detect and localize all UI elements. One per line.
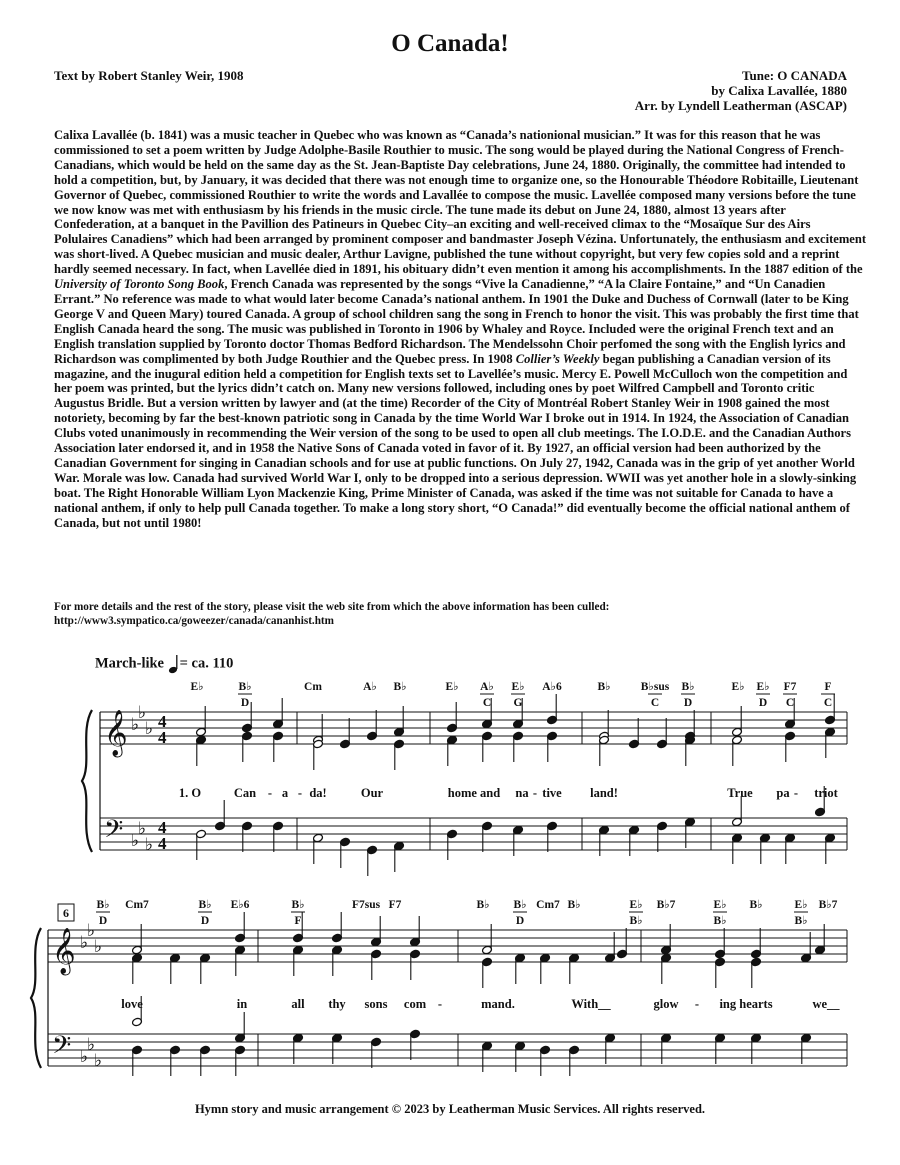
chord-bass: D [98, 915, 108, 927]
lyric-syllable: Can [233, 786, 257, 800]
note-head [482, 924, 493, 955]
note-head [540, 1045, 551, 1076]
note-head [657, 718, 668, 749]
chord-symbol [480, 681, 494, 709]
chord-top: B♭ [476, 899, 490, 911]
chord-symbol [749, 899, 762, 911]
note-head [732, 706, 743, 737]
chord-symbol [536, 899, 560, 911]
music-system-2 [0, 886, 900, 1098]
chord-top: B♭sus [640, 681, 670, 693]
chord-symbol [125, 899, 149, 911]
note-head [371, 916, 382, 947]
brace-2 [31, 928, 41, 1068]
text-credit: Text by Robert Stanley Weir, 1908 [54, 68, 244, 83]
note-head [617, 928, 628, 959]
chord-top: F7 [388, 899, 402, 911]
chord-symbol [291, 899, 305, 927]
svg-text:4: 4 [158, 834, 167, 853]
chord-symbol [597, 681, 610, 693]
story-part1: Calixa Lavallée (b. 1841) was a music teacher in Quebec who was known as “Canada’s nationional musician.” It was for this reason that he was commissioned to set a poem written by Judge Adolphe-Basile Routhier to music. The song would be played during the National Congress of French-Canadians, which would be held on the same day as the St. Jean-Baptiste Day celebrations, June 24, 1880. Originally, the committee had intended to hold a competition, but, by January, it was decided that there was not enough time to organize one, so the Honourable Théodore Robitaille, Lieutenant Governor of Quebec, commissioned Routhier to write the words and Lavallée to compose the music. Lavellée composed many versions before the tune we now know was met with enthusiasm by his friends in the music circle. The tune made its debut on June 24, 1880, almost 13 years after Confederation, at a banquet in the Pavillion des Patineurs in Quebec City–an exciting and well-received climax to the “Mosaïque Sur des Airs Polulaires Canadiens” which had been arranged by prominent composer and bandmaster Joseph Vézina. Unfortunately, the enthusiasm and excitement was short-lived. A Quebec musician and music dealer, Arthur Lavigne, published the tune without copyright, but very few copies sold and a reprint hardly seemed necessary. In fact, when Lavellée died in 1891, his obituary didn’t even mention it among his accomplishments. In the 1887 edition of the [54, 128, 867, 277]
note-head [332, 1033, 343, 1064]
note-head [293, 1033, 304, 1064]
lyric-syllable: mand. [481, 997, 515, 1011]
lyric-syllable: With__ [571, 997, 611, 1011]
lyric-syllable: da! [309, 786, 327, 800]
svg-text:♭: ♭ [138, 703, 147, 722]
chord-symbols-1 [190, 681, 835, 709]
chord-symbol [657, 899, 676, 911]
page-title: O Canada! [391, 30, 509, 57]
chord-bass: B♭ [629, 915, 643, 927]
chord-top: B♭ [291, 899, 305, 911]
lyric-syllable: love [121, 997, 143, 1011]
svg-text:♭: ♭ [145, 835, 154, 854]
note-head [340, 718, 351, 749]
note-head [447, 735, 458, 766]
chord-bass: C [785, 697, 795, 709]
note-head [732, 833, 743, 864]
lyric-syllable: a [281, 786, 289, 800]
chord-top: B♭7 [656, 899, 676, 911]
lyric-syllable: home and [447, 786, 501, 800]
note-head [629, 718, 640, 749]
chord-symbol [794, 899, 808, 927]
note-head [482, 821, 493, 852]
chord-bass: D [240, 697, 250, 709]
svg-text:♭: ♭ [80, 933, 89, 952]
chord-symbol [352, 899, 381, 911]
chord-symbol [513, 899, 527, 927]
brace-1 [82, 710, 92, 852]
treble-staff-2 [48, 930, 847, 962]
tempo-value: = ca. 110 [179, 655, 234, 672]
note-head [661, 953, 672, 984]
note-head [367, 710, 378, 741]
lyric-syllable: land! [590, 786, 618, 800]
note-head [482, 731, 493, 762]
lyric-syllable: glow [653, 997, 679, 1011]
treble-clef-icon: 𝄞 [104, 710, 128, 755]
chord-top: F [824, 681, 832, 693]
lyric-syllable: 1. O [178, 786, 202, 800]
note-head [340, 837, 351, 868]
chord-top: B♭ [198, 899, 212, 911]
story-italic-songbook: University of Toronto Song Book [54, 277, 225, 292]
measure-number: 6 [63, 906, 69, 920]
chord-top: A♭6 [542, 681, 562, 693]
note-head [599, 825, 610, 856]
note-head [132, 924, 143, 955]
svg-text:♭: ♭ [80, 1047, 89, 1066]
chord-bass: B♭ [713, 915, 727, 927]
chord-top: B♭ [567, 899, 581, 911]
chord-bass: C [482, 697, 492, 709]
chord-top: B♭ [393, 681, 407, 693]
note-head [751, 957, 762, 988]
time-signature-1 [158, 712, 167, 853]
note-head [200, 953, 211, 984]
note-head [815, 924, 826, 955]
more-info-text: For more details and the rest of the story, please visit the web site from which the above information has been culled: [54, 601, 610, 613]
note-head [629, 825, 640, 856]
story-part3: began publishing a Canadian version of its magazine, and the inugural edition held a competition for English texts set to Lavellée’s music. Mercy E. Powell McCulloch won the competition and her poem was printed, but the lyrics didn’t catch on. Many new versions followed, including ones by poet Wilfred Campbell and Toronto critic Augustus Bridle. But a version written by lawyer and (at the time) Recorder of the City of Montréal Robert Stanley Weir in 1908 gained the most notoriety, becoming by far the best-known patriotic song in Canada by the time World War I broke out in 1914. In 1924, the Association of Canadian Clubs voted unanimously in recommending the Weir version of the song to be used to open all club meetings. The I.O.D.E. and the Canadian Authors Association later endorsed it, and in 1958 the Native Sons of Canada voted in favor of it. By 1927, an official version had been authorized by the Canadian Government for singing in Canadian schools and for use at public functions. On July 27, 1942, Canada was in the grip of yet another World War. Morale was low. Canada had survived World War I, only to be dropped into a serious depression. WWII was yet another hole in a slowly-sinking boat. The Right Honorable William Lyon Mackenzie King, Prime Minister of Canada, was asked if the time was not suitable for Canada to have a national anthem, if only to help pull Canada together. To make a long story short, “O Canada!” did eventually become the official national anthem of Canada, but not until 1980! [54, 351, 857, 530]
chord-symbol [756, 681, 770, 709]
chord-bass: D [758, 697, 768, 709]
svg-text:♭: ♭ [87, 921, 96, 940]
note-head [196, 829, 207, 860]
lyric-syllable: com [403, 997, 427, 1011]
chord-top: B♭ [513, 899, 527, 911]
chord-top: E♭ [190, 681, 204, 693]
barlines-1 [297, 712, 847, 850]
note-head [605, 932, 616, 963]
note-head [313, 739, 324, 770]
lyric-syllable: - [532, 786, 538, 800]
chord-top: Cm [304, 681, 322, 693]
note-head [569, 953, 580, 984]
note-head [513, 731, 524, 762]
note-head [332, 945, 343, 976]
note-head [371, 949, 382, 980]
note-head [273, 821, 284, 852]
note-head [685, 817, 696, 848]
note-head [132, 1045, 143, 1076]
tune-credit-line2: by Calixa Lavallée, 1880 [711, 83, 847, 98]
note-head [513, 825, 524, 856]
chord-top: F7sus [351, 899, 381, 911]
note-head [661, 924, 672, 955]
note-head [732, 735, 743, 766]
note-head [715, 1033, 726, 1064]
chord-symbol [713, 899, 727, 927]
treble-clef-icon: 𝄞 [52, 928, 76, 973]
note-head [371, 1037, 382, 1068]
svg-text:♭: ♭ [94, 937, 103, 956]
chord-bass: G [513, 697, 523, 709]
lyric-syllable: - [694, 997, 700, 1011]
chord-top: B♭7 [818, 899, 838, 911]
chord-top: E♭ [794, 899, 808, 911]
chord-bass: D [200, 915, 210, 927]
chord-top: A♭ [480, 681, 494, 693]
bass-staff-2 [48, 1034, 847, 1066]
chord-top: E♭ [713, 899, 727, 911]
lyric-syllable: pa [776, 786, 790, 800]
note-head [547, 731, 558, 762]
chord-symbol [629, 899, 643, 927]
more-info [54, 600, 866, 628]
chord-bass: C [650, 697, 660, 709]
note-head [715, 957, 726, 988]
chord-top: E♭ [511, 681, 525, 693]
note-head [515, 1041, 526, 1072]
chord-top: Cm7 [536, 899, 560, 911]
chord-top: B♭ [681, 681, 695, 693]
chord-top: E♭ [629, 899, 643, 911]
note-head [540, 953, 551, 984]
note-head [235, 1012, 246, 1043]
note-head [394, 706, 405, 737]
chord-top: F7 [783, 681, 797, 693]
chord-symbol [389, 899, 402, 911]
chord-symbol [641, 681, 670, 709]
chord-symbol [304, 681, 322, 693]
more-info-url[interactable]: http://www3.sympatico.ca/goweezer/canada/cananhist.htm [54, 615, 334, 627]
chord-symbol [681, 681, 695, 709]
note-head [685, 735, 696, 766]
note-head [661, 1033, 672, 1064]
chord-top: B♭ [749, 899, 763, 911]
tune-credit-line3: Arr. by Lyndell Leatherman (ASCAP) [634, 98, 847, 113]
chord-bass: D [515, 915, 525, 927]
note-head [196, 735, 207, 766]
lyric-syllable: all [291, 997, 305, 1011]
note-head [367, 845, 378, 876]
note-head [196, 706, 207, 737]
chord-bass: F [294, 915, 302, 927]
note-head [785, 731, 796, 762]
chord-symbol [783, 681, 797, 709]
chord-top: B♭ [96, 899, 110, 911]
story-italic-colliers: Collier’s Weekly [515, 351, 600, 366]
lyric-syllable: triot [814, 786, 838, 800]
chord-top: A♭ [363, 681, 377, 693]
note-head [569, 1045, 580, 1076]
note-head [547, 694, 558, 725]
note-head [235, 912, 246, 943]
tune-credit [635, 68, 847, 113]
note-head [447, 702, 458, 733]
note-head [547, 821, 558, 852]
svg-text:♭: ♭ [94, 1051, 103, 1070]
note-head [605, 1033, 616, 1064]
chord-symbol [231, 899, 250, 911]
note-head [801, 1033, 812, 1064]
chord-top: E♭ [731, 681, 745, 693]
chord-top: E♭6 [230, 899, 250, 911]
note-head [215, 800, 226, 831]
note-head [293, 945, 304, 976]
lyric-syllable: - [437, 997, 443, 1011]
chord-bass: D [683, 697, 693, 709]
chord-symbol [819, 899, 838, 911]
svg-text:4: 4 [158, 712, 167, 731]
lyric-syllable: thy [328, 997, 346, 1011]
note-head [273, 731, 284, 762]
note-head [410, 949, 421, 980]
hymn-story [54, 128, 866, 530]
chord-symbol [198, 899, 212, 927]
lyric-syllable: sons [364, 997, 388, 1011]
chord-top: E♭ [756, 681, 770, 693]
chord-symbol [731, 681, 744, 693]
note-head [825, 833, 836, 864]
lyric-syllable: na [515, 786, 529, 800]
chord-symbol [393, 681, 406, 693]
chord-symbol [821, 681, 835, 709]
note-head [751, 1033, 762, 1064]
lyric-syllable: ing hearts [719, 997, 773, 1011]
note-head [132, 953, 143, 984]
music-system-1 [0, 670, 900, 885]
chord-bass: B♭ [794, 915, 808, 927]
note-head [313, 833, 324, 864]
chord-bass: C [823, 697, 833, 709]
note-head [751, 928, 762, 959]
note-head [273, 698, 284, 729]
note-head [825, 727, 836, 758]
note-head [482, 1041, 493, 1072]
chord-symbol [238, 681, 252, 709]
svg-text:♭: ♭ [87, 1035, 96, 1054]
chord-symbol [96, 899, 110, 927]
note-head [657, 821, 668, 852]
note-head [785, 833, 796, 864]
chord-symbol [445, 681, 458, 693]
note-head [242, 731, 253, 762]
chord-symbol [511, 681, 525, 709]
chord-top: Cm7 [125, 899, 149, 911]
lyric-syllable: tive [542, 786, 562, 800]
note-head [410, 916, 421, 947]
chord-symbol [190, 681, 203, 693]
note-head [447, 829, 458, 860]
svg-text:4: 4 [158, 818, 167, 837]
note-head [235, 945, 246, 976]
note-head [760, 833, 771, 864]
svg-text:♭: ♭ [145, 719, 154, 738]
chord-symbol [363, 681, 377, 693]
chord-top: E♭ [445, 681, 459, 693]
lyric-syllable: - [267, 786, 273, 800]
svg-text:♭: ♭ [138, 819, 147, 838]
note-head [599, 735, 610, 766]
note-head [394, 841, 405, 872]
chord-symbol [567, 899, 580, 911]
tempo-label: March-like [95, 655, 164, 672]
note-head [200, 1045, 211, 1076]
note-head [332, 912, 343, 943]
svg-text:♭: ♭ [131, 831, 140, 850]
chord-symbols-2 [96, 899, 838, 927]
note-head [242, 821, 253, 852]
note-head [732, 796, 743, 827]
note-head [515, 953, 526, 984]
bass-clef-icon: 𝄢 [104, 816, 124, 849]
svg-text:♭: ♭ [131, 715, 140, 734]
note-head [482, 957, 493, 988]
chord-top: B♭ [597, 681, 611, 693]
lyrics-1 [179, 786, 839, 800]
chord-top: B♭ [238, 681, 252, 693]
copyright-footer: Hymn story and music arrangement © 2023 by Leatherman Music Services. All rights reserved. [194, 1102, 706, 1116]
key-signature-1 [131, 703, 153, 854]
key-signature-2 [80, 921, 102, 1070]
note-head [801, 932, 812, 963]
story-part2: , French Canada was represented by the songs “Vive la Canadienne,” “A la Claire Fontaine,” and “Un Canadien Errant.” No reference was made to what would later become Canada’s national anthem. In 1901 the Duke and Duchess of Cornwall (later to be King George V and Queen Mary) toured Canada. A group of school children sang the song in French to honor the visit. This was probably the first time that English Canada heard the song. The music was published in Toronto in 1906 by Whaley and Royce. Included were the original French text and an English translation supplied by Toronto doctor Thomas Bedford Richardson. The Mendelssohn Choir perfomed the song with the English lyrics and Richardson was complimented by both Judge Routhier and the Quebec press. In 1908 [54, 277, 859, 366]
tune-credit-line1: Tune: O CANADA [742, 68, 847, 83]
note-head [410, 1029, 421, 1060]
note-head [170, 1045, 181, 1076]
chord-symbol [542, 681, 562, 693]
lyric-syllable: - [793, 786, 799, 800]
lyric-syllable: Our [360, 786, 384, 800]
lyric-syllable: True [727, 786, 753, 800]
svg-text:4: 4 [158, 728, 167, 747]
chord-symbol [476, 899, 489, 911]
lyric-syllable: in [236, 997, 248, 1011]
bass-clef-icon: 𝄢 [52, 1032, 72, 1065]
note-head [715, 928, 726, 959]
note-head [170, 953, 181, 984]
lyric-syllable: - [297, 786, 303, 800]
note-head [235, 1045, 246, 1076]
lyric-syllable: we__ [812, 997, 840, 1011]
bass-notes-2 [132, 996, 812, 1076]
lyrics-2 [121, 997, 840, 1011]
note-head [394, 739, 405, 770]
